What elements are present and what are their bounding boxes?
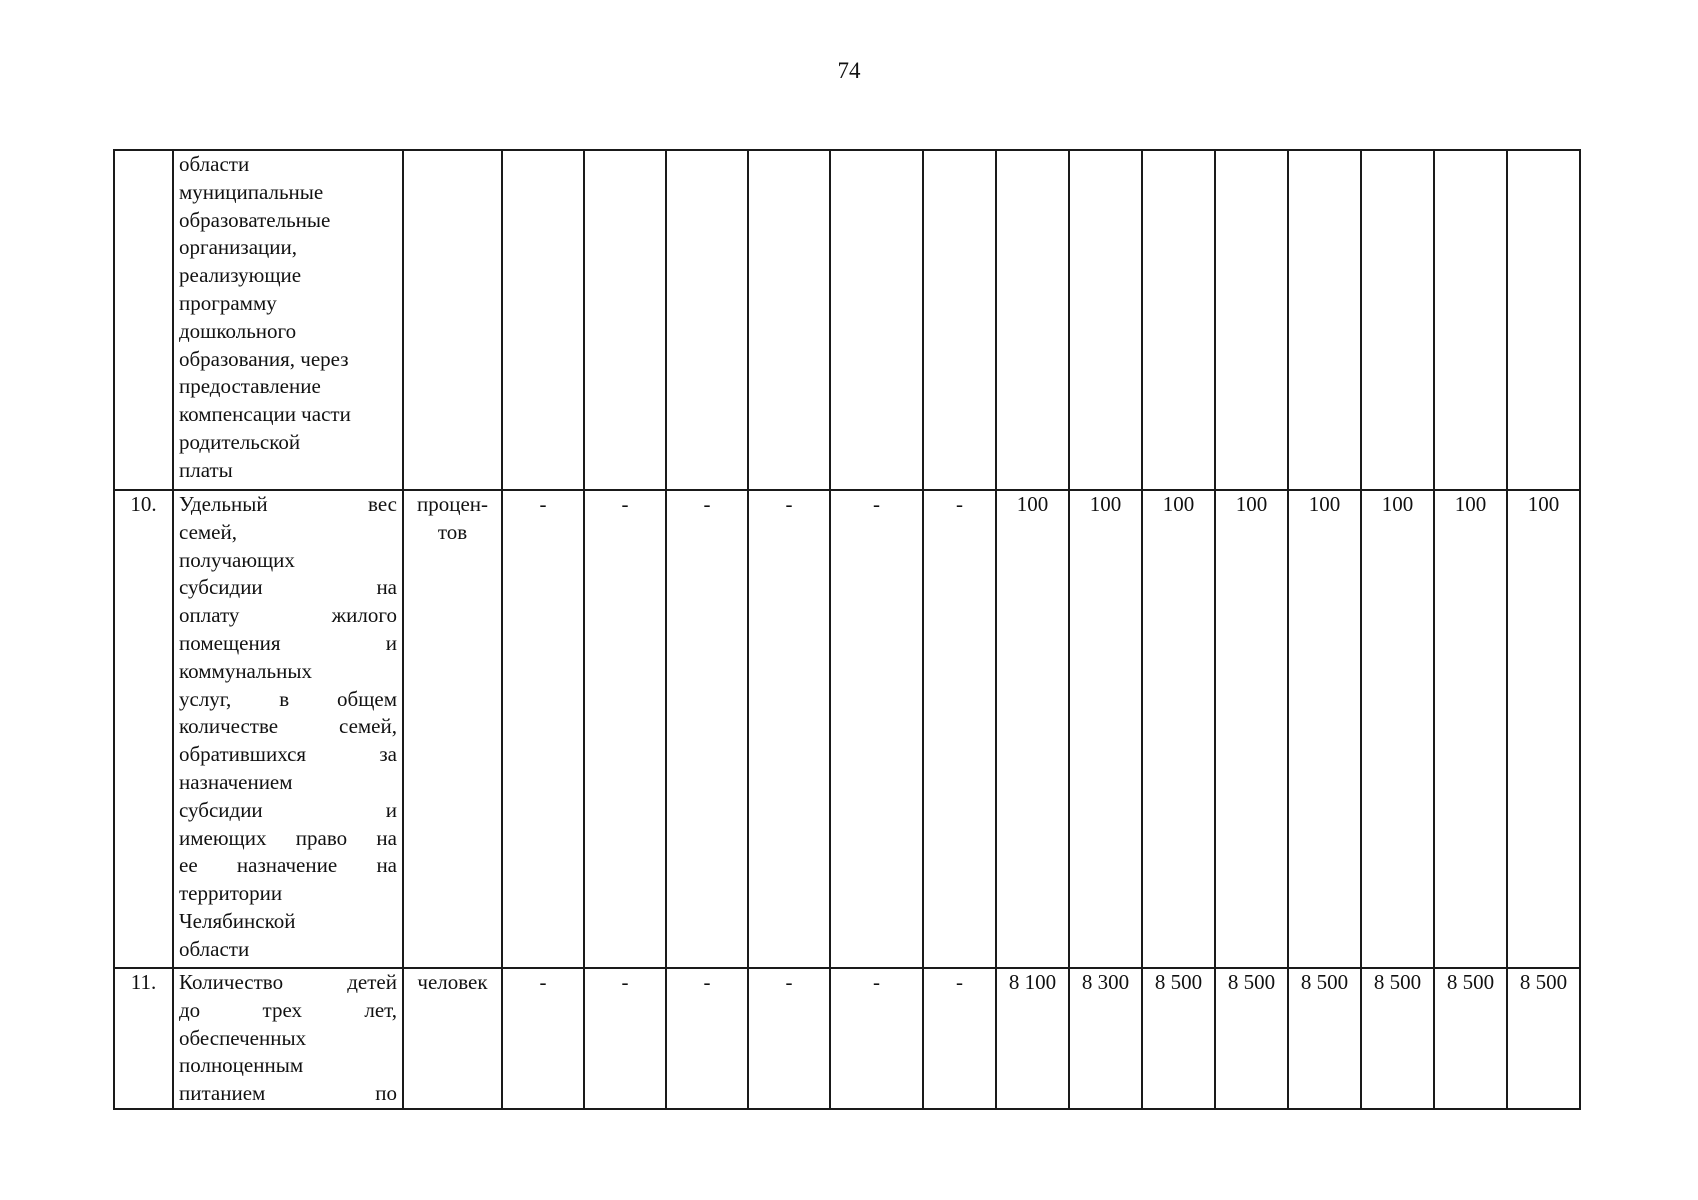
value-cell: - [666, 490, 748, 968]
value-cell: 8 300 [1069, 968, 1142, 1109]
description-line: субсидии и [179, 797, 397, 822]
row-number [114, 150, 173, 490]
description-line: семей, [179, 519, 237, 544]
value-cell: - [584, 490, 666, 968]
unit-line: тов [437, 519, 468, 544]
description-line: питанием по [179, 1081, 397, 1106]
value-cell: 100 [1288, 490, 1361, 968]
description-line: области [179, 936, 250, 961]
description-line: области [179, 152, 250, 176]
value-cell: - [666, 968, 748, 1109]
value-cell: - [748, 968, 830, 1109]
value-cell [1069, 150, 1142, 490]
value-cell: 100 [996, 490, 1069, 968]
description-line: количестве семей, [179, 714, 397, 739]
value-cell: 8 500 [1215, 968, 1288, 1109]
value-cell: 100 [1361, 490, 1434, 968]
description-line: назначением [179, 769, 293, 794]
value-cell: 100 [1215, 490, 1288, 968]
row-number: 11. [114, 968, 173, 1109]
description-line: Удельный вес [179, 492, 397, 516]
description-line: обратившихся за [179, 742, 397, 767]
value-cell: - [502, 968, 584, 1109]
description-line: Челябинской [179, 908, 296, 933]
value-cell: - [748, 490, 830, 968]
description-line: услуг, в общем [179, 686, 397, 711]
unit-cell [403, 490, 502, 968]
value-cell: 100 [1434, 490, 1507, 968]
description-line: Количество детей [179, 970, 397, 994]
description-line: до трех лет, [179, 997, 397, 1022]
table-row [114, 968, 1580, 1109]
value-cell: - [584, 968, 666, 1109]
value-cell: - [830, 968, 923, 1109]
value-cell: 8 100 [996, 968, 1069, 1109]
value-cell: - [923, 490, 996, 968]
description-line: образовательные [179, 207, 331, 232]
value-cell: - [923, 968, 996, 1109]
description-line: реализующие [179, 263, 302, 288]
description-line: коммунальных [179, 658, 312, 683]
description-line: компенсации части [179, 402, 351, 427]
description-line: обеспеченных [179, 1025, 307, 1050]
description-line: территории [179, 881, 283, 906]
unit-line: процен- [416, 492, 489, 516]
description-line: родительской [179, 429, 301, 454]
value-cell [1507, 150, 1580, 490]
value-cell [666, 150, 748, 490]
indicator-description [173, 150, 403, 490]
value-cell: 8 500 [1361, 968, 1434, 1109]
description-line: ее назначение на [179, 853, 397, 878]
value-cell: 8 500 [1507, 968, 1580, 1109]
description-line: имеющих право на [179, 825, 397, 850]
indicator-description [173, 490, 403, 968]
value-cell [1288, 150, 1361, 490]
value-cell [923, 150, 996, 490]
description-line: муниципальные [179, 179, 324, 204]
unit-cell [403, 968, 502, 1109]
page-number: 74 [837, 58, 861, 83]
description-line: программу [179, 290, 277, 315]
value-cell [502, 150, 584, 490]
value-cell: - [830, 490, 923, 968]
description-line: полноценным [179, 1053, 304, 1078]
value-cell [1361, 150, 1434, 490]
value-cell: 100 [1069, 490, 1142, 968]
value-cell [1434, 150, 1507, 490]
value-cell [748, 150, 830, 490]
indicator-description [173, 968, 403, 1109]
table-row [114, 490, 1580, 968]
description-line: субсидии на [179, 575, 397, 600]
value-cell [830, 150, 923, 490]
value-cell: 8 500 [1288, 968, 1361, 1109]
description-line: платы [179, 457, 233, 482]
description-line: дошкольного [179, 318, 297, 343]
value-cell: 100 [1507, 490, 1580, 968]
description-line: предоставление [179, 374, 321, 399]
unit-line: человек [417, 970, 488, 994]
value-cell [1142, 150, 1215, 490]
table-row [114, 150, 1580, 490]
description-line: организации, [179, 235, 297, 260]
value-cell: 100 [1142, 490, 1215, 968]
description-line: оплату жилого [179, 603, 397, 628]
value-cell: - [502, 490, 584, 968]
value-cell [996, 150, 1069, 490]
value-cell [1215, 150, 1288, 490]
row-number: 10. [114, 490, 173, 968]
value-cell: 8 500 [1434, 968, 1507, 1109]
description-line: образования, через [179, 346, 349, 371]
value-cell [584, 150, 666, 490]
indicators-table [113, 149, 1581, 1110]
description-line: помещения и [179, 630, 397, 655]
description-line: получающих [179, 547, 295, 572]
unit-cell [403, 150, 502, 490]
value-cell: 8 500 [1142, 968, 1215, 1109]
